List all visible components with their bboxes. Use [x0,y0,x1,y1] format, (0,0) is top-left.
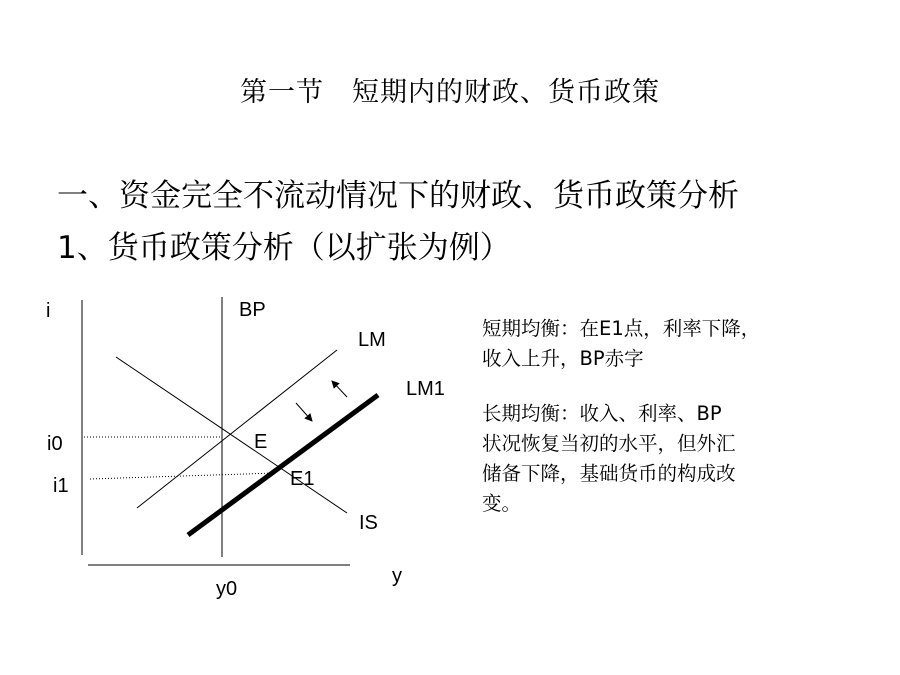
short-run-note-line: 收入上升，BP赤字 [482,347,644,370]
y0-label: y0 [216,578,238,600]
shift-arrow-up [332,381,347,397]
i1-guide-line [90,473,276,479]
long-run-note-line: 状况恢复当初的水平，但外汇 [482,432,736,455]
short-run-note [482,314,842,374]
point-e1-label: E1 [290,468,315,490]
heading-main: 一、资金完全不流动情况下的财政、货币政策分析 [57,178,739,214]
is-label: IS [359,512,378,534]
long-run-note [482,399,842,519]
point-e-label: E [254,431,268,453]
i1-label: i1 [53,475,69,497]
lm1-label: LM1 [406,378,445,400]
shift-arrow-down [296,403,312,421]
lm1-curve [188,395,378,535]
x-axis-label: y [392,565,402,587]
section-title: 第一节 短期内的财政、货币政策 [240,77,660,108]
y-axis-label: i [46,300,51,322]
long-run-note-line: 长期均衡：收入、利率、BP [482,402,722,425]
lm-label: LM [358,329,386,351]
bp-label: BP [239,299,266,321]
i0-label: i0 [47,433,63,455]
long-run-note-line: 变。 [482,492,522,515]
heading-sub: 1、货币政策分析（以扩张为例） [57,230,511,266]
short-run-note-line: 短期均衡：在E1点，利率下降， [482,317,761,340]
long-run-note-line: 储备下降，基础货币的构成改 [482,462,736,485]
